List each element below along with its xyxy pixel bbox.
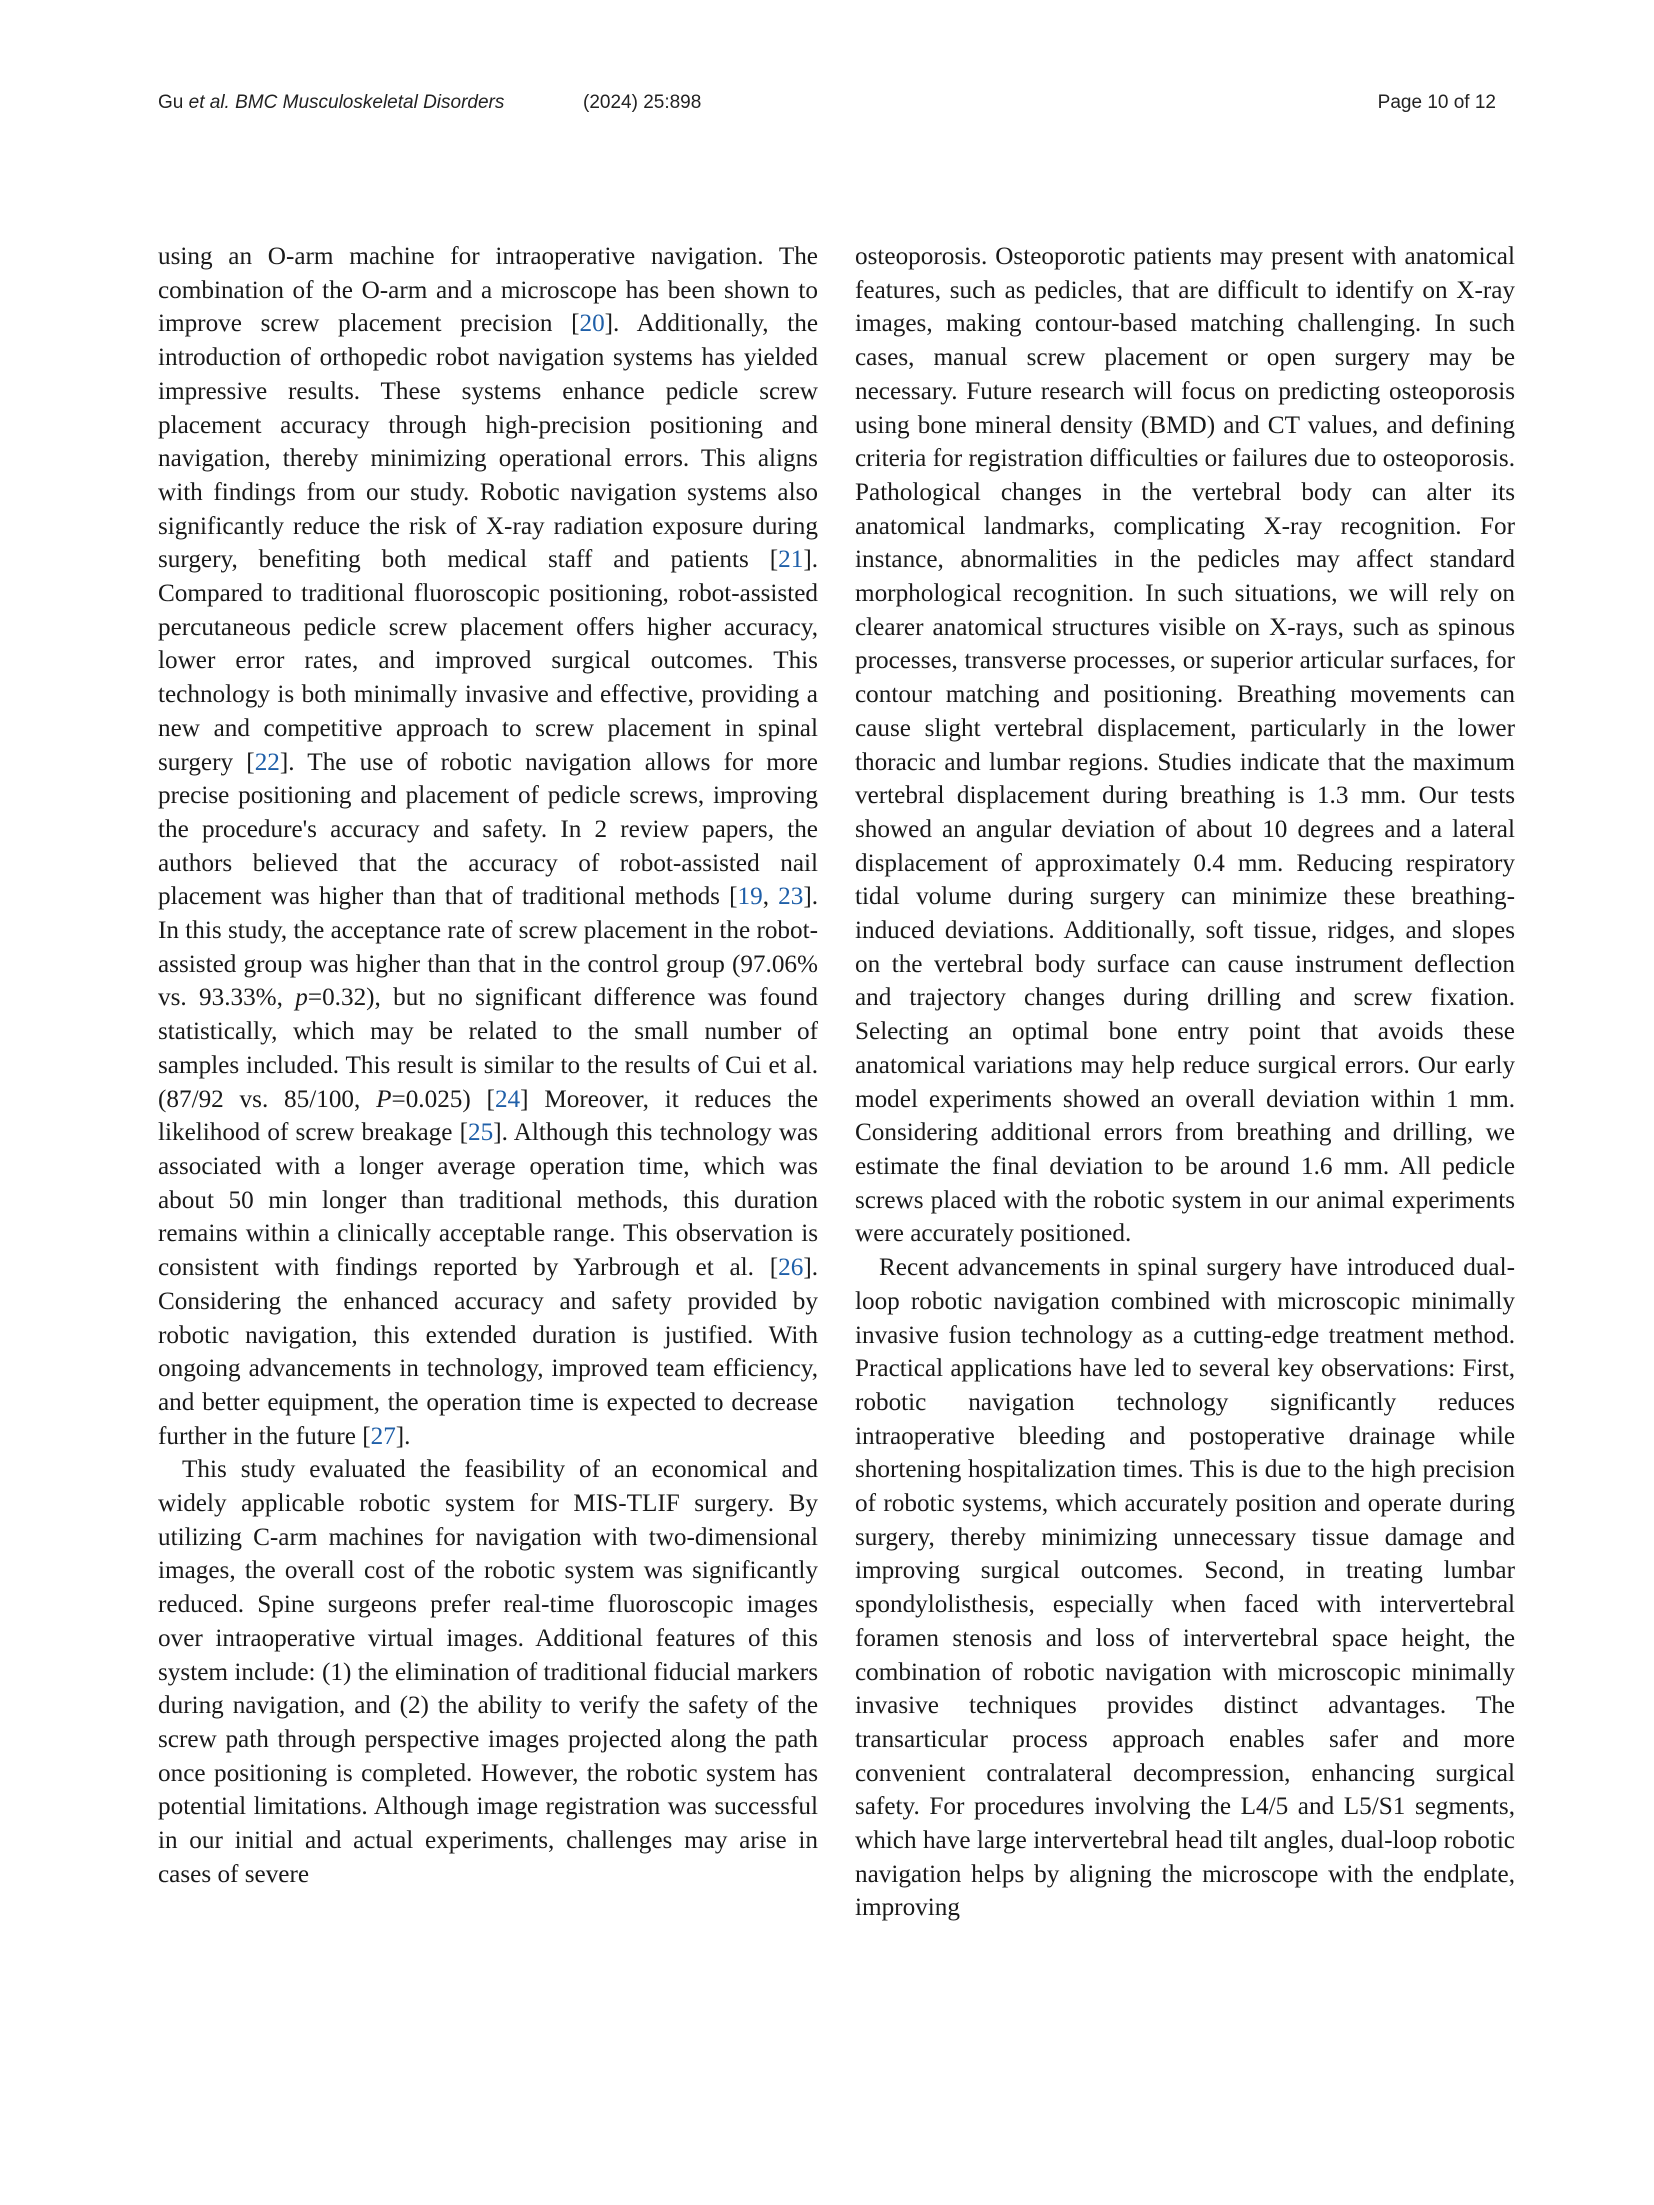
text-segment: ]. The use of robotic navigation allows for more precise positioning and placement of pedicle screws, improving the procedure's accuracy and safety. In 2 review papers, the authors believed that the accuracy of robot-assisted nail placement was higher than that of traditional methods [ xyxy=(158,748,818,911)
citation-link[interactable]: 26 xyxy=(778,1254,804,1282)
header-journal: BMC Musculoskeletal Disorders xyxy=(235,92,505,113)
citation-link[interactable]: 24 xyxy=(494,1085,521,1113)
left-column xyxy=(158,240,818,1891)
p-value-symbol: p xyxy=(295,984,308,1012)
running-header xyxy=(158,92,1496,122)
paragraph xyxy=(158,240,818,1453)
citation-link[interactable]: 25 xyxy=(468,1119,494,1147)
header-authors: Gu xyxy=(158,92,184,113)
text-segment: =0.32), but no significant difference was found statistically, which may be related to the small number of samples included. This result is similar to the results of Cui et al. (87/92 vs. 85/100, xyxy=(158,984,818,1113)
text-segment: =0.025) [ xyxy=(391,1085,495,1113)
text-segment: ] Moreover, it reduces the likelihood of screw breakage [ xyxy=(158,1085,818,1147)
citation-link[interactable]: 20 xyxy=(579,310,605,338)
page-number: Page 10 of 12 xyxy=(1377,92,1496,113)
citation-link[interactable]: 23 xyxy=(778,883,804,911)
text-segment: ]. Compared to traditional fluoroscopic positioning, robot-assisted percutaneous pedicle screw placement offers higher accuracy, lower error rates, and improved surgical outcomes. This technology is both minimally invasive and effective, providing a new and competitive approach to screw placement in spinal surgery [ xyxy=(158,546,818,776)
citation-separator: , xyxy=(762,883,779,911)
text-segment: ]. Although this technology was associated with a longer average operation time, which was about 50 min longer than traditional methods, this duration remains within a clinically acceptable range. This observation is consistent with findings reported by Yarbrough et al. [ xyxy=(158,1119,818,1282)
citation-link[interactable]: 19 xyxy=(737,883,763,911)
text-segment: using an O-arm machine for intraoperative navigation. The combination of the O-arm and a microscope has been shown to improve screw placement precision [ xyxy=(158,243,818,338)
paragraph: Recent advancements in spinal surgery have introduced dual-loop robotic navigation combined with microscopic minimally invasive fusion technology as a cutting-edge treatment method. Practical applications have led to several key observations: First, robotic navigation technology significantly reduces intraoperative bleeding and postoperative drainage while shortening hospitalization times. This is due to the high precision of robotic systems, which accurately position and operate during surgery, thereby minimizing unnecessary tissue damage and improving surgical outcomes. Second, in treating lumbar spondylolisthesis, especially when faced with intervertebral foramen stenosis and loss of intervertebral space height, the combination of robotic navigation with microscopic minimally invasive techniques provides distinct advantages. The transarticular process approach enables safer and more convenient contralateral decompression, enhancing surgical safety. For procedures involving the L4/5 and L5/S1 segments, which have large intervertebral head tilt angles, dual-loop robotic navigation helps by aligning the microscope with the endplate, improving xyxy=(855,1254,1515,1922)
header-volume: (2024) 25:898 xyxy=(583,92,702,113)
text-segment: ]. Additionally, the introduction of orthopedic robot navigation systems has yielded impressive results. These systems enhance pedicle screw placement accuracy through high-precision positioning and navigation, thereby minimizing operational errors. This aligns with findings from our study. Robotic navigation systems also significantly reduce the risk of X-ray radiation exposure during surgery, benefiting both medical staff and patients [ xyxy=(158,310,818,574)
citation-link[interactable]: 22 xyxy=(254,748,280,776)
citation-link[interactable]: 27 xyxy=(370,1422,396,1450)
header-etal: et al. xyxy=(188,92,230,113)
paragraph: osteoporosis. Osteoporotic patients may present with anatomical features, such as pedicles, that are difficult to identify on X-ray images, making contour-based matching challenging. In such cases, manual screw placement or open surgery may be necessary. Future research will focus on predicting osteoporosis using bone mineral density (BMD) and CT values, and defining criteria for registration difficulties or failures due to osteoporosis. Pathological changes in the vertebral body can alter its anatomical landmarks, complicating X-ray recognition. For instance, abnormalities in the pedicles may affect standard morphological recognition. In such situations, we will rely on clearer anatomical structures visible on X-rays, such as spinous processes, transverse processes, or superior articular surfaces, for contour matching and positioning. Breathing movements can cause slight vertebral displacement, particularly in the lower thoracic and lumbar regions. Studies indicate that the maximum vertebral displacement during breathing is 1.3 mm. Our tests showed an angular deviation of about 10 degrees and a lateral displacement of approximately 0.4 mm. Reducing respiratory tidal volume during surgery can minimize these breathing-induced deviations. Additionally, soft tissue, ridges, and slopes on the vertebral body surface can cause instrument deflection and trajectory changes during drilling and screw fixation. Selecting an optimal bone entry point that avoids these anatomical variations may help reduce surgical errors. Our early model experiments showed an overall deviation within 1 mm. Considering additional errors from breathing and drilling, we estimate the final deviation to be around 1.6 mm. All pedicle screws placed with the robotic system in our animal experiments were accurately positioned. xyxy=(855,243,1515,1248)
paragraph: This study evaluated the feasibility of an economical and widely applicable robotic system for MIS-TLIF surgery. By utilizing C-arm machines for navigation with two-dimensional images, the overall cost of the robotic system was significantly reduced. Spine surgeons prefer real-time fluoroscopic images over intraoperative virtual images. Additional features of this system include: (1) the elimination of traditional fiducial markers during navigation, and (2) the ability to verify the safety of the screw path through perspective images projected along the path once positioning is completed. However, the robotic system has potential limitations. Although image registration was successful in our initial and actual experiments, challenges may arise in cases of severe xyxy=(158,1456,818,1888)
right-column xyxy=(855,240,1515,1925)
text-segment: ]. Considering the enhanced accuracy and safety provided by robotic navigation, this extended duration is justified. With ongoing advancements in technology, improved team efficiency, and better equipment, the operation time is expected to decrease further in the future [ xyxy=(158,1254,818,1450)
citation-link[interactable]: 21 xyxy=(778,546,804,574)
p-value-symbol: P xyxy=(376,1085,392,1113)
text-segment: ]. In this study, the acceptance rate of screw placement in the robot-assisted group was higher than that in the control group (97.06% vs. 93.33%, xyxy=(158,883,818,1012)
journal-citation xyxy=(158,92,504,114)
text-segment: ]. xyxy=(395,1422,411,1450)
